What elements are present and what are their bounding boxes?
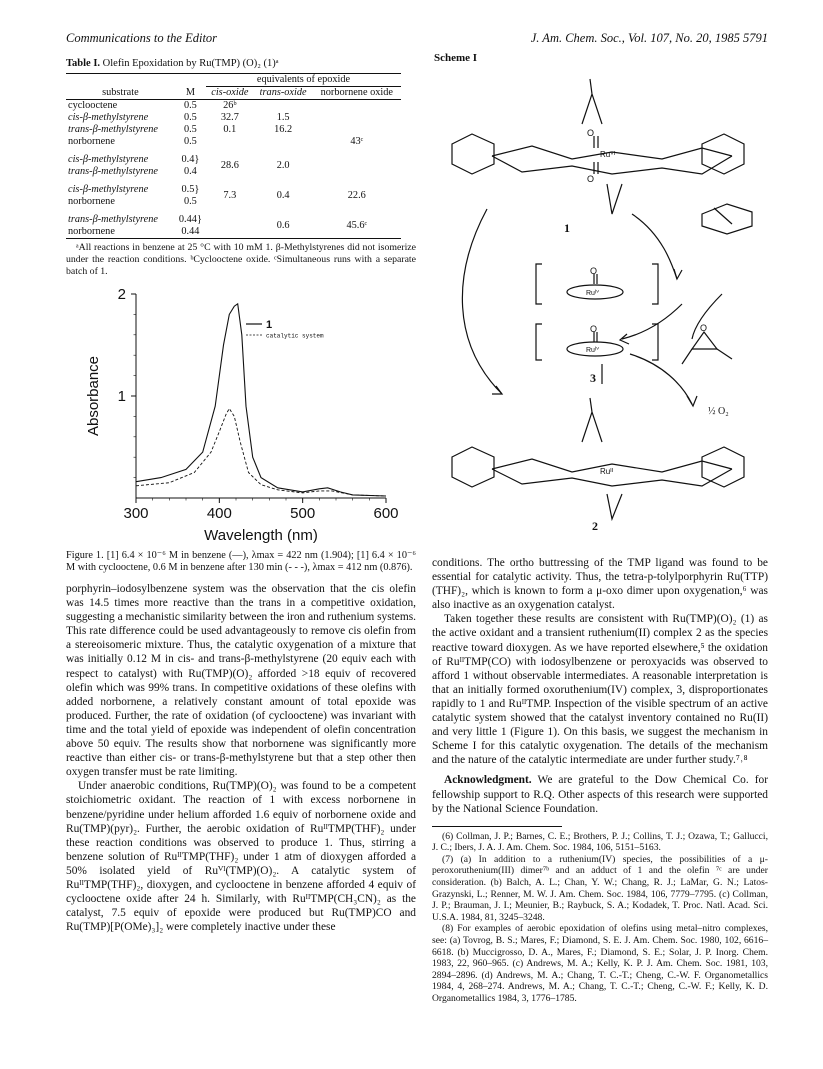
porphyrin-complex-2: [452, 398, 744, 519]
ru-vi-label: Ruⱽᴵ: [600, 150, 616, 159]
dioxygen-label: ½ O₂: [708, 406, 729, 417]
cell: norbornene: [68, 136, 115, 147]
figure-caption: Figure 1. [1] 6.4 × 10⁻⁶ M in benzene (—), λmax = 422 nm (1.904); [1] 6.4 × 10⁻⁶ M with cyclooctene, 0.6 M in benzene after 130 min (- - -), λmax = 412 nm (0.876).: [66, 550, 416, 573]
paragraph: Under anaerobic conditions, Ru(TMP)(O)₂ was found to be a competent stoichiometric oxidant. The reaction of 1 with excess norbornene in benzene/pyridine under helium afforded 1.6 equiv of norbornene oxide and Ru(TMP)(pyr)₂. Further, the aerobic oxidation of RuᴵᴵTMP(THF)₂ under these reaction conditions was observed to produce 1. Thus, stirring a benzene solution of RuᴵᴵTMP(THF)₂ under 1 atm of dioxygen afforded a 50% isolated yield of Ruⱽᴵ(TMP)(O)₂. A catalytic system of RuᴵᴵTMP(THF)₂, dioxygen, and cyclooctene in benzene afforded 4 equiv of cyclooctene oxide after 24 h. Similarly, with RuᴵᴵTMP(CH₃CN)₂ as the catalyst, 7.5 equiv of epoxide were produced but Ru(TMP)CO and Ru(TMP)[P(OMe)₃]₂ were completely inactive under these: [66, 780, 416, 934]
cell: 26ᵇ: [223, 100, 237, 111]
right-column: [432, 52, 768, 1005]
table-group-row: [66, 214, 401, 239]
norbornene-structure: [702, 204, 752, 234]
ru-ii-label: Ruᴵᴵ: [600, 467, 613, 476]
figure-1: [66, 284, 416, 548]
cell: trans-β-methylstyrene: [68, 124, 158, 135]
reference: (7) (a) In addition to a ruthenium(IV) species, the possibilities of a μ-peroxoruthenium(III) dimer⁷ᵇ and an adduct of 1 and the olefin ⁷ᶜ are under consideration. (b) Balch, A. L.; Chan, Y. W.; Chang, R. J.; LaMar, G. N.; Latos-Grazynski, L.; Renner, M. W. J. Am. Chem. Soc. 1984, 106, 7779–7795. (c) Collman, J. P.; Brauman, J. I.; Meunier, B.; Raybuck, S. A.; Kodadek, T. Proc. Natl. Acad. Sci. U.S.A. 1984, 81, 3245–3248.: [432, 853, 768, 923]
table-row: [66, 136, 401, 148]
oxo-label: O: [587, 128, 595, 138]
cell: 0.44} 0.44: [178, 214, 202, 237]
cell: trans-β-methylstyrene norbornene: [68, 214, 158, 237]
paragraph: Taken together these results are consistent with Ru(TMP)(O)₂ (1) as the active oxidant and a transient ruthenium(II) complex 2 as the species reactive toward dioxygen. As we have reported elsewhere,⁵ the oxidation of RuᴵᴵTMP(CO) with iodosylbenzene or peroxyacids was observed to afford 1 without observable intermediates. A reasonable interpretation is that an initially formed oxoruthenium(IV) complex, 3, disproportionates rapidly to 1 and RuᴵᴵTMP. Inspection of the visible spectrum of an active catalytic system showed that the catalyst inventory contained no Ru(II) and very little 1 (Figure 1). On this basis, we suggest the mechanism in Scheme I for this catalytic oxygenation. The details of the mechanism and the nature of the catalytic intermediate are under further study.⁷˒⁸: [432, 613, 768, 767]
cell: [313, 100, 401, 113]
references-rule: [432, 826, 562, 827]
cell: [206, 136, 254, 148]
cell: 1.5: [276, 112, 290, 123]
cell: cis-β-methylstyrene: [68, 112, 149, 123]
cell: 0.5: [183, 100, 197, 111]
arrow: [632, 214, 677, 279]
left-body-text: [66, 582, 416, 934]
cell: 0.4: [276, 190, 290, 201]
series-line-catalytic: [136, 409, 386, 496]
references: [432, 831, 768, 1005]
col-header: substrate: [102, 87, 139, 98]
col-header: M: [185, 87, 195, 98]
legend-label-1: 1: [266, 319, 273, 331]
x-tick-label: 600: [373, 505, 399, 522]
paragraph: conditions. The ortho buttressing of the TMP ligand was found to be essential for catalytic activity. Thus, the tetra-p-tolylporphyrin Ru(TTP)(THF)₂, which is known to form a μ-oxo dimer upon oxygenation,⁶ was also inactive as an oxygenation catalyst.: [432, 557, 768, 612]
porphyrin-complex-1: [452, 79, 744, 214]
cell: [313, 124, 401, 136]
col-header: cis-oxide: [211, 87, 249, 98]
table-group-row: [66, 184, 401, 208]
cell: 0.5: [183, 136, 197, 147]
cell: 0.5} 0.5: [181, 184, 200, 207]
cell: 7.3: [223, 190, 237, 201]
y-axis-label: Absorbance: [85, 355, 102, 437]
compound-2-label: 2: [592, 519, 598, 533]
cell: 0.5: [183, 112, 197, 123]
table-row: [66, 124, 401, 136]
cell: [254, 100, 313, 113]
x-tick-label: 500: [290, 505, 316, 522]
scheme-title: Scheme I: [434, 52, 478, 64]
cell: cis-β-methylstyrene trans-β-methylstyrene: [68, 154, 158, 177]
oxo-label: O: [587, 174, 595, 184]
scheme-i: [432, 64, 768, 534]
y-tick-label: 2: [117, 286, 126, 303]
cell: 45.6ᶜ: [346, 220, 368, 231]
arrow: [462, 209, 502, 394]
table-row: [66, 112, 401, 124]
cell: 0.5: [183, 124, 197, 135]
scheme-diagram: [432, 64, 768, 534]
paragraph: porphyrin–iodosylbenzene system was the observation that the cis olefin was 14.5 times more reactive than the trans in a competitive oxidation, suggesting a mechanistic similarity between the iron and ruthenium systems. This rate difference could be used advantageously to remove cis olefin from a stereoisomeric mixture. Thus, the catalytic oxygenation of a mixture that was initially 0.12 M in cis- and trans-β-methylstyrene (20 equiv each with respect to catalyst) with Ru(TMP)(O)₂ afforded >18 equiv of recovered olefin which was 99% trans. In competitive oxidations of these olefins with added norbornene, a relatively constant amount of total epoxide was produced. Further, the rate of oxidation (of cyclooctene) was invariant with time and the total yield of epoxide was independent of olefin concentration above 50 equiv. The results show that norbornene was significantly more reactive than either cis- or trans-β-methylstyrene but that a step other then oxygen transfer must be rate limiting.: [66, 583, 416, 779]
running-header-left: Communications to the Editor: [66, 31, 218, 45]
compound-1-label: 1: [564, 221, 570, 235]
y-tick-label: 1: [117, 388, 126, 405]
arrow: [630, 354, 692, 404]
arrow-head: [492, 386, 502, 394]
table-caption: [66, 58, 416, 69]
arrow-head: [674, 269, 682, 279]
cell: [206, 214, 254, 239]
epoxide-structure: [682, 332, 732, 364]
cell: 28.6: [220, 160, 239, 171]
legend-label-2: catalytic system: [266, 332, 324, 340]
oxo-label: O: [590, 324, 598, 334]
reference: (6) Collman, J. P.; Barnes, C. E.; Brothers, P. J.; Collins, T. J.; Ozawa, T.; Gallucci, J. C.; Ibers, J. A. J. Am. Chem. Soc. 1984, 106, 5151–5163.: [432, 830, 768, 854]
compound-3-label: 3: [590, 371, 596, 385]
cell: [313, 112, 401, 124]
table-caption-label: Table I.: [66, 58, 101, 69]
table-row: [66, 100, 401, 113]
oxo-label: O: [590, 266, 598, 276]
cell: 22.6: [347, 190, 366, 201]
reference: (8) For examples of aerobic epoxidation of olefins using metal–nitro complexes, see: (a) Tovrog, B. S.; Mares, F.; Diamond, S. E. J. Am. Chem. Soc. 1980, 102, 6616–6618. (b) Muccigrosso, D. A., Mares, F.; Diamond, S. E.; Solar, J. P. Inorg. Chem. 1983, 22, 960–965. (c) Andrews, M. A.; Kelly, K. P. J. Am. Chem. Soc. 1981, 103, 2894–2896. (d) Andrews, M. A.; Chang, T. C.-T.; Cheng, C.-W. F. Organometallics 1984, 4, 268–274. Andrews, M. A.; Chang, T. C.-T.; Cheng, C.-W. F.; Kelly, K. D. Organometallics 1984, 3, 1776–1785.: [432, 923, 768, 1004]
table-caption-text: Olefin Epoxidation by Ru(TMP) (O)₂ (1)ᵃ: [102, 58, 279, 69]
cell: 16.2: [274, 124, 293, 135]
cell: 43ᶜ: [350, 136, 364, 147]
acknowledgment: Acknowledgment. We are grateful to the Dow Chemical Co. for fellowship support to R.Q. Other aspects of this research were supported by the National Science Foundation.: [432, 774, 768, 815]
left-column: [66, 52, 416, 934]
table-group-row: [66, 154, 401, 178]
arrow-head: [620, 334, 629, 344]
cell: 32.7: [220, 112, 239, 123]
arrow-head: [687, 396, 697, 406]
oxo-label: O: [700, 323, 708, 333]
olefin-epoxidation-table: [66, 73, 401, 239]
absorbance-chart: [66, 284, 416, 548]
col-header: trans-oxide: [259, 87, 307, 98]
cell: 0.4} 0.4: [181, 154, 200, 177]
cell: 0.6: [276, 220, 290, 231]
col-header: norbornene oxide: [320, 87, 393, 98]
right-body-text: [432, 556, 768, 816]
ru-iv-label: Ruᴵⱽ: [586, 290, 600, 297]
cell: [313, 154, 401, 178]
x-axis-label: Wavelength (nm): [204, 527, 318, 544]
running-header-right: J. Am. Chem. Soc., Vol. 107, No. 20, 1985 5791: [530, 31, 768, 45]
arrow: [622, 304, 682, 339]
cell: 2.0: [276, 160, 290, 171]
group-header: equivalents of epoxide: [206, 74, 401, 87]
ru-iv-label: Ruᴵⱽ: [586, 347, 600, 354]
cell: 0.1: [223, 124, 237, 135]
x-tick-label: 400: [206, 505, 232, 522]
cell: cyclooctene: [68, 100, 118, 111]
x-tick-label: 300: [123, 505, 149, 522]
cell: cis-β-methylstyrene norbornene: [68, 184, 149, 207]
series-line-1: [136, 304, 386, 496]
cell: [254, 136, 313, 148]
table-footnote: ᵃAll reactions in benzene at 25 °C with 10 mM 1. β-Methylstyrenes did not isomerize under the reaction conditions. ᵇCyclooctene oxide. ᶜSimultaneous runs with a separate batch of 1.: [66, 242, 416, 277]
